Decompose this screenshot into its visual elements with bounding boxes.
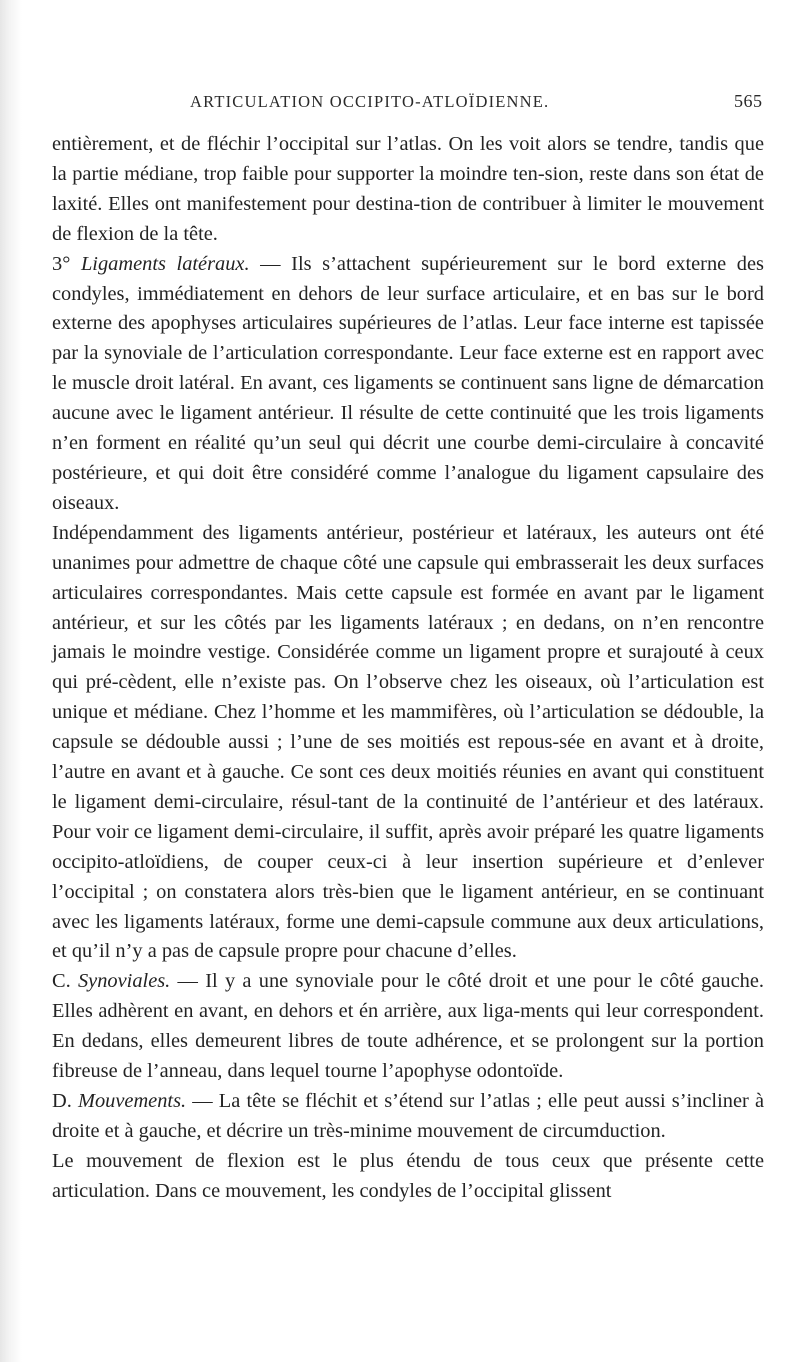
paragraph-text: — Ils s’attachent supérieurement sur le bord externe des condyles, immédiatement en dehors de leur surface articulaire, et en bas sur le bord externe des apophyses articulaires supérieures de l’atlas. Leur face interne est tapissée par la synoviale de l’articulation correspondante. Leur face externe est en rapport avec le muscle droit latéral. En avant, ces ligaments se continuent sans ligne de démarcation aucune avec le ligament antérieur. Il résulte de cette continuité que les trois ligaments n’en forment en réalité qu’un seul qui décrit une courbe demi-circulaire à concavité postérieure, et qui doit être considéré comme l’analogue du ligament capsulaire des oiseaux. bbox=[52, 252, 764, 514]
section-heading-mouvements: Mouvements. bbox=[77, 1090, 187, 1112]
paragraph-continuation bbox=[52, 130, 764, 250]
running-title: ARTICULATION OCCIPITO-ATLOÏDIENNE. bbox=[190, 92, 550, 111]
paragraph-text: — Il y a une synoviale pour le côté droit et une pour le côté gauche. Elles adhèrent en avant, en dehors et én arrière, aux liga-ments qui leur correspondent. En dedans, elles demeurent libres de toute adhérence, et se prolongent sur la portion fibreuse de l’anneau, dans lequel tourne l’apophyse odontoïde. bbox=[52, 970, 764, 1083]
page-number: 565 bbox=[734, 91, 763, 111]
section-letter: C. bbox=[52, 970, 78, 993]
paragraph-lateral-ligaments bbox=[52, 250, 764, 519]
section-heading-lateral-ligaments: Ligaments latéraux. bbox=[80, 252, 250, 275]
paragraph-text: Le mouvement de flexion est le plus étendu de tous ceux que présente cette articulation. Dans ce mouvement, les condyles de l’occipital glissent bbox=[52, 1149, 764, 1202]
paragraph-synoviales bbox=[52, 967, 764, 1087]
section-number: 3° bbox=[52, 252, 81, 275]
paragraph-mouvements bbox=[52, 1087, 764, 1147]
paragraph-text: Indépendamment des ligaments antérieur, postérieur et latéraux, les auteurs ont été unanimes pour admettre de chaque côté une capsule qui embrasserait les deux surfaces articulaires correspondantes. Mais cette capsule est formée en avant par le ligament antérieur, et sur les côtés par les ligaments latéraux ; en dedans, on n’en rencontre jamais le moindre vestige. Considérée comme un ligament propre et surajouté à ceux qui pré-cèdent, elle n’existe pas. On l’observe chez les oiseaux, où l’articulation est unique et médiane. Chez l’homme et les mammifères, où l’articulation se dédouble, la capsule se dédouble aussi ; l’une de ses moitiés est repous-sée en avant et à droite, l’autre en avant et à gauche. Ce sont ces deux moitiés réunies en avant qui constituent le ligament demi-circulaire, résul-tant de la continuité de l’antérieur et des latéraux. Pour voir ce ligament demi-circulaire, il suffit, après avoir préparé les quatre ligaments occipito-atloïdiens, de couper ceux-ci à leur insertion supérieure et d’enlever l’occipital ; on constatera alors très-bien que le ligament antérieur, en se continuant avec les ligaments latéraux, forme une demi-capsule commune aux deux articulations, et qu’il n’y a pas de capsule propre pour chacune d’elles. bbox=[52, 521, 764, 963]
paragraph-text: entièrement, et de fléchir l’occipital sur l’atlas. On les voit alors se tendre, tandis que la partie médiane, trop faible pour supporter la moindre ten-sion, reste dans son état de laxité. Elles ont manifestement pour destina-tion de contribuer à limiter le mouvement de flexion de la tête. bbox=[52, 133, 764, 245]
paragraph-text: — La tête se fléchit et s’étend sur l’atlas ; elle peut aussi s’incliner à droite et à gauche, et décrire un très-minime mouvement de circumduction. bbox=[52, 1090, 764, 1142]
body-text bbox=[52, 130, 764, 1207]
paragraph-capsule bbox=[52, 519, 764, 968]
section-letter: D. bbox=[52, 1090, 78, 1112]
paragraph-flexion bbox=[52, 1147, 764, 1207]
section-heading-synoviales: Synoviales. bbox=[77, 970, 171, 993]
page-edge-shadow bbox=[0, 0, 22, 1362]
